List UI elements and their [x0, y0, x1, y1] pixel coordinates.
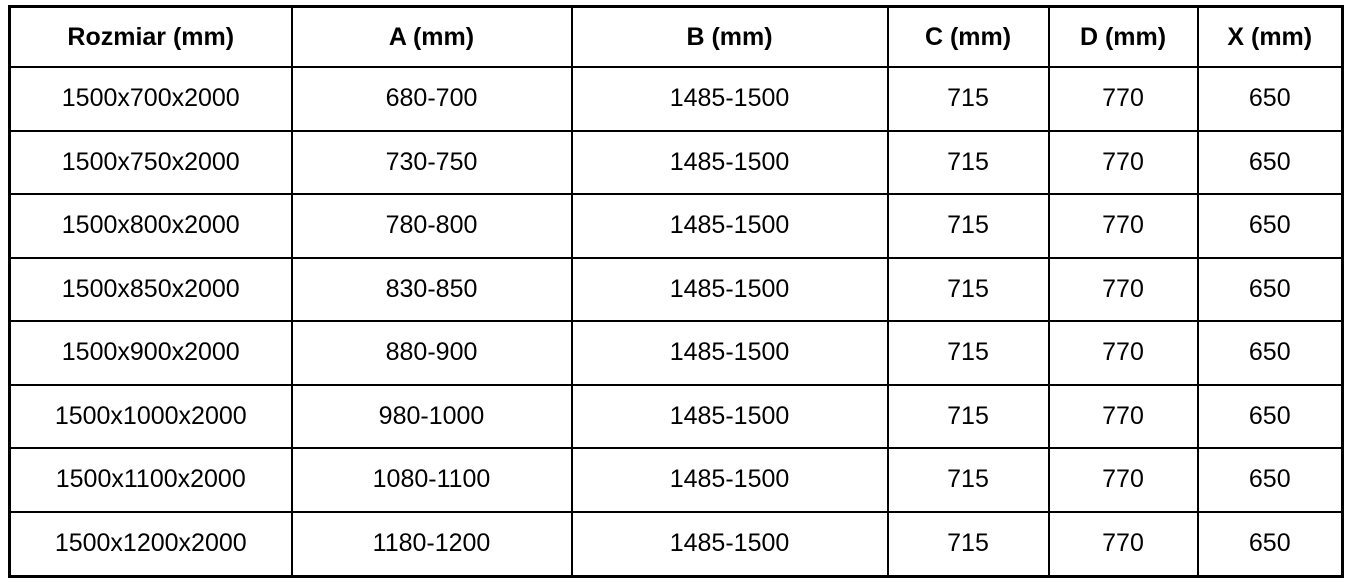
- table-cell-b: 1485-1500: [572, 512, 888, 577]
- table-cell-d: 770: [1049, 385, 1198, 449]
- table-cell-d: 770: [1049, 131, 1198, 195]
- dimensions-table: [8, 5, 1344, 578]
- table-cell-rozmiar: 1500x1000x2000: [10, 385, 292, 449]
- table-cell-b: 1485-1500: [572, 194, 888, 258]
- table-cell-d: 770: [1049, 194, 1198, 258]
- table-row: [10, 67, 1343, 131]
- table-cell-rozmiar: 1500x1200x2000: [10, 512, 292, 577]
- table-cell-b: 1485-1500: [572, 67, 888, 131]
- table-cell-c: 715: [888, 512, 1049, 577]
- table-header-row: [10, 7, 1343, 68]
- table-row: [10, 321, 1343, 385]
- table-row: [10, 512, 1343, 577]
- table-cell-x: 650: [1198, 67, 1343, 131]
- column-header-d: D (mm): [1049, 7, 1198, 68]
- table-cell-x: 650: [1198, 512, 1343, 577]
- table-row: [10, 258, 1343, 322]
- table-cell-a: 780-800: [292, 194, 572, 258]
- table-cell-b: 1485-1500: [572, 321, 888, 385]
- table-cell-c: 715: [888, 67, 1049, 131]
- column-header-x: X (mm): [1198, 7, 1343, 68]
- table-cell-d: 770: [1049, 258, 1198, 322]
- table-cell-d: 770: [1049, 512, 1198, 577]
- column-header-b: B (mm): [572, 7, 888, 68]
- table-cell-rozmiar: 1500x900x2000: [10, 321, 292, 385]
- column-header-a: A (mm): [292, 7, 572, 68]
- table-cell-rozmiar: 1500x800x2000: [10, 194, 292, 258]
- dimensions-table-container: [8, 5, 1341, 578]
- table-cell-x: 650: [1198, 131, 1343, 195]
- table-cell-a: 1080-1100: [292, 448, 572, 512]
- table-cell-d: 770: [1049, 448, 1198, 512]
- table-cell-x: 650: [1198, 321, 1343, 385]
- table-cell-x: 650: [1198, 194, 1343, 258]
- table-cell-c: 715: [888, 194, 1049, 258]
- table-cell-d: 770: [1049, 67, 1198, 131]
- table-cell-a: 1180-1200: [292, 512, 572, 577]
- table-cell-c: 715: [888, 448, 1049, 512]
- table-cell-x: 650: [1198, 258, 1343, 322]
- column-header-c: C (mm): [888, 7, 1049, 68]
- column-header-rozmiar: Rozmiar (mm): [10, 7, 292, 68]
- table-cell-c: 715: [888, 321, 1049, 385]
- table-cell-c: 715: [888, 131, 1049, 195]
- table-cell-b: 1485-1500: [572, 385, 888, 449]
- table-cell-a: 680-700: [292, 67, 572, 131]
- table-cell-b: 1485-1500: [572, 258, 888, 322]
- table-cell-d: 770: [1049, 321, 1198, 385]
- table-row: [10, 448, 1343, 512]
- table-cell-x: 650: [1198, 448, 1343, 512]
- table-cell-rozmiar: 1500x850x2000: [10, 258, 292, 322]
- table-cell-a: 830-850: [292, 258, 572, 322]
- table-row: [10, 131, 1343, 195]
- table-cell-c: 715: [888, 258, 1049, 322]
- table-cell-rozmiar: 1500x700x2000: [10, 67, 292, 131]
- table-cell-a: 730-750: [292, 131, 572, 195]
- table-row: [10, 385, 1343, 449]
- table-cell-rozmiar: 1500x750x2000: [10, 131, 292, 195]
- table-body: [10, 67, 1343, 577]
- table-cell-x: 650: [1198, 385, 1343, 449]
- table-cell-c: 715: [888, 385, 1049, 449]
- table-cell-a: 980-1000: [292, 385, 572, 449]
- table-row: [10, 194, 1343, 258]
- table-cell-b: 1485-1500: [572, 448, 888, 512]
- table-cell-rozmiar: 1500x1100x2000: [10, 448, 292, 512]
- table-cell-a: 880-900: [292, 321, 572, 385]
- table-cell-b: 1485-1500: [572, 131, 888, 195]
